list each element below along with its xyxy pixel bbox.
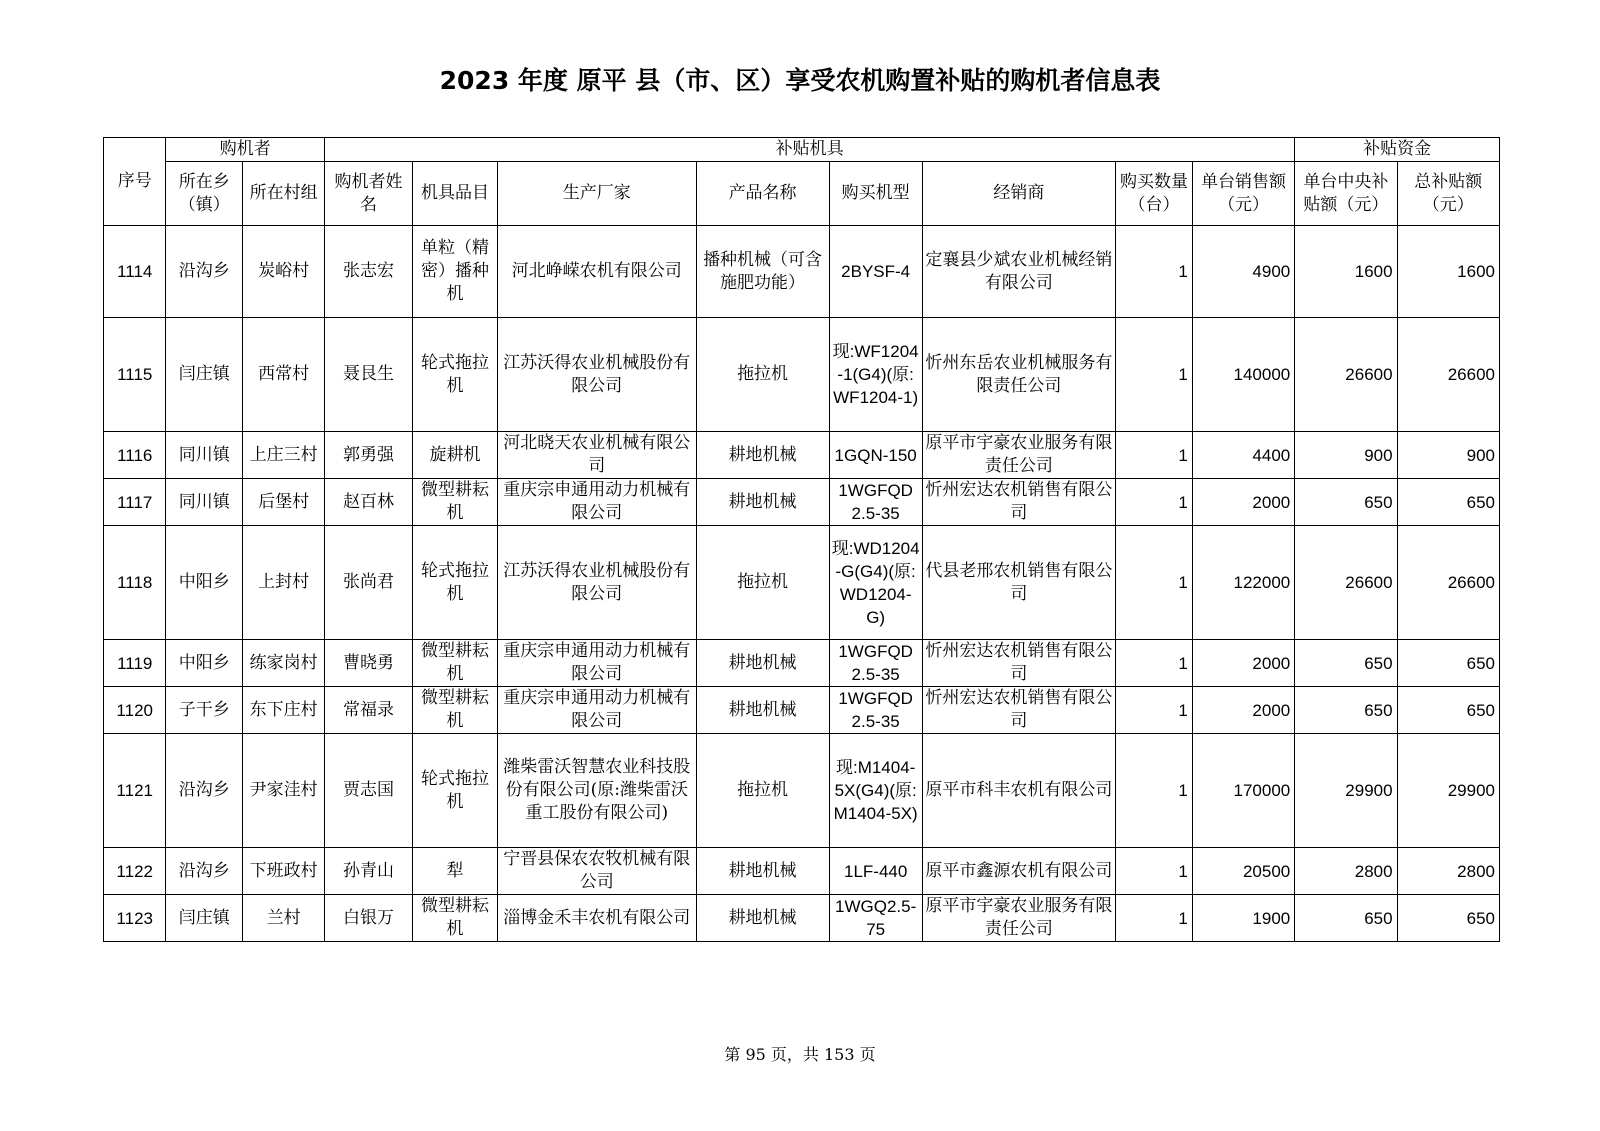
cell-central-subsidy: 26600 [1295,526,1397,640]
cell-model: 现:M1404-5X(G4)(原:M1404-5X) [829,734,922,848]
cell-quantity: 1 [1116,848,1193,895]
cell-category: 单粒（精密）播种机 [413,226,498,318]
cell-maker: 重庆宗申通用动力机械有限公司 [498,640,697,687]
cell-central-subsidy: 650 [1295,479,1397,526]
cell-category: 轮式拖拉机 [413,526,498,640]
cell-dealer: 定襄县少斌农业机械经销有限公司 [922,226,1115,318]
cell-maker: 江苏沃得农业机械股份有限公司 [498,526,697,640]
cell-category: 轮式拖拉机 [413,734,498,848]
cell-total-subsidy: 26600 [1397,526,1499,640]
cell-unit-price: 4900 [1192,226,1294,318]
cell-town: 闫庄镇 [166,895,243,942]
cell-village: 兰村 [243,895,325,942]
cell-product: 拖拉机 [696,318,829,432]
cell-quantity: 1 [1116,687,1193,734]
cell-total-subsidy: 26600 [1397,318,1499,432]
cell-seq: 1115 [104,318,166,432]
cell-central-subsidy: 650 [1295,640,1397,687]
cell-unit-price: 2000 [1192,640,1294,687]
cell-seq: 1119 [104,640,166,687]
cell-village: 下班政村 [243,848,325,895]
cell-village: 西常村 [243,318,325,432]
cell-town: 子干乡 [166,687,243,734]
cell-buyer-name: 白银万 [325,895,413,942]
table-row [104,226,1500,318]
cell-buyer-name: 郭勇强 [325,432,413,479]
cell-model: 1GQN-150 [829,432,922,479]
cell-dealer: 原平市宇豪农业服务有限责任公司 [922,895,1115,942]
cell-unit-price: 2000 [1192,479,1294,526]
cell-seq: 1122 [104,848,166,895]
cell-total-subsidy: 650 [1397,479,1499,526]
cell-buyer-name: 张志宏 [325,226,413,318]
cell-product: 播种机械（可含施肥功能） [696,226,829,318]
cell-seq: 1114 [104,226,166,318]
cell-town: 沿沟乡 [166,226,243,318]
cell-unit-price: 20500 [1192,848,1294,895]
cell-unit-price: 140000 [1192,318,1294,432]
header-group-buyer: 购机者 [166,138,325,162]
header-quantity: 购买数量（台） [1116,162,1193,226]
header-group-fund: 补贴资金 [1295,138,1500,162]
header-maker: 生产厂家 [498,162,697,226]
cell-town: 沿沟乡 [166,848,243,895]
table-row [104,734,1500,848]
cell-model: 1WGFQD2.5-35 [829,640,922,687]
cell-buyer-name: 曹晓勇 [325,640,413,687]
cell-quantity: 1 [1116,432,1193,479]
header-dealer: 经销商 [922,162,1115,226]
cell-unit-price: 170000 [1192,734,1294,848]
table-row [104,895,1500,942]
cell-central-subsidy: 26600 [1295,318,1397,432]
cell-unit-price: 2000 [1192,687,1294,734]
table-row [104,640,1500,687]
cell-quantity: 1 [1116,479,1193,526]
cell-unit-price: 1900 [1192,895,1294,942]
cell-product: 耕地机械 [696,479,829,526]
cell-unit-price: 4400 [1192,432,1294,479]
cell-category: 微型耕耘机 [413,687,498,734]
cell-product: 拖拉机 [696,526,829,640]
header-total-subsidy: 总补贴额（元） [1397,162,1499,226]
cell-buyer-name: 张尚君 [325,526,413,640]
cell-quantity: 1 [1116,640,1193,687]
cell-dealer: 原平市鑫源农机有限公司 [922,848,1115,895]
cell-central-subsidy: 650 [1295,687,1397,734]
header-model: 购买机型 [829,162,922,226]
cell-product: 耕地机械 [696,687,829,734]
cell-category: 微型耕耘机 [413,895,498,942]
cell-quantity: 1 [1116,318,1193,432]
cell-dealer: 原平市科丰农机有限公司 [922,734,1115,848]
cell-village: 东下庄村 [243,687,325,734]
cell-model: 1LF-440 [829,848,922,895]
cell-model: 2BYSF-4 [829,226,922,318]
cell-maker: 江苏沃得农业机械股份有限公司 [498,318,697,432]
cell-village: 练家岗村 [243,640,325,687]
cell-maker: 重庆宗申通用动力机械有限公司 [498,479,697,526]
cell-dealer: 忻州宏达农机销售有限公司 [922,479,1115,526]
cell-maker: 潍柴雷沃智慧农业科技股份有限公司(原:潍柴雷沃重工股份有限公司) [498,734,697,848]
cell-buyer-name: 贾志国 [325,734,413,848]
cell-category: 微型耕耘机 [413,640,498,687]
cell-category: 旋耕机 [413,432,498,479]
cell-seq: 1117 [104,479,166,526]
header-central-subsidy: 单台中央补贴额（元） [1295,162,1397,226]
cell-village: 炭峪村 [243,226,325,318]
cell-model: 1WGQ2.5-75 [829,895,922,942]
cell-product: 耕地机械 [696,848,829,895]
cell-buyer-name: 孙青山 [325,848,413,895]
cell-product: 拖拉机 [696,734,829,848]
cell-category: 轮式拖拉机 [413,318,498,432]
cell-total-subsidy: 650 [1397,687,1499,734]
table-row [104,318,1500,432]
cell-maker: 河北峥嵘农机有限公司 [498,226,697,318]
header-product: 产品名称 [696,162,829,226]
cell-dealer: 原平市宇豪农业服务有限责任公司 [922,432,1115,479]
page-title: 2023 年度 原平 县（市、区）享受农机购置补贴的购机者信息表 [439,66,1161,95]
cell-town: 同川镇 [166,432,243,479]
cell-total-subsidy: 900 [1397,432,1499,479]
cell-seq: 1121 [104,734,166,848]
cell-buyer-name: 聂艮生 [325,318,413,432]
cell-quantity: 1 [1116,526,1193,640]
cell-town: 同川镇 [166,479,243,526]
table-row [104,687,1500,734]
cell-quantity: 1 [1116,226,1193,318]
cell-category: 微型耕耘机 [413,479,498,526]
cell-central-subsidy: 650 [1295,895,1397,942]
cell-category: 犁 [413,848,498,895]
cell-maker: 淄博金禾丰农机有限公司 [498,895,697,942]
cell-total-subsidy: 29900 [1397,734,1499,848]
table-row [104,479,1500,526]
cell-maker: 重庆宗申通用动力机械有限公司 [498,687,697,734]
cell-product: 耕地机械 [696,640,829,687]
header-category: 机具品目 [413,162,498,226]
cell-model: 1WGFQD2.5-35 [829,687,922,734]
cell-dealer: 忻州东岳农业机械服务有限责任公司 [922,318,1115,432]
cell-village: 后堡村 [243,479,325,526]
cell-central-subsidy: 29900 [1295,734,1397,848]
cell-town: 中阳乡 [166,526,243,640]
header-unit-price: 单台销售额（元） [1192,162,1294,226]
header-village: 所在村组 [243,162,325,226]
cell-seq: 1118 [104,526,166,640]
header-seq: 序号 [104,138,166,226]
cell-product: 耕地机械 [696,432,829,479]
cell-town: 沿沟乡 [166,734,243,848]
cell-buyer-name: 常福录 [325,687,413,734]
cell-dealer: 忻州宏达农机销售有限公司 [922,640,1115,687]
subsidy-table [103,137,1500,942]
cell-central-subsidy: 1600 [1295,226,1397,318]
header-town: 所在乡（镇） [166,162,243,226]
cell-dealer: 代县老邢农机销售有限公司 [922,526,1115,640]
cell-model: 现:WD1204-G(G4)(原:WD1204-G) [829,526,922,640]
cell-village: 上封村 [243,526,325,640]
cell-dealer: 忻州宏达农机销售有限公司 [922,687,1115,734]
cell-quantity: 1 [1116,734,1193,848]
cell-total-subsidy: 2800 [1397,848,1499,895]
cell-central-subsidy: 2800 [1295,848,1397,895]
cell-total-subsidy: 1600 [1397,226,1499,318]
cell-seq: 1120 [104,687,166,734]
cell-maker: 河北晓天农业机械有限公司 [498,432,697,479]
cell-buyer-name: 赵百林 [325,479,413,526]
table-row [104,526,1500,640]
cell-total-subsidy: 650 [1397,640,1499,687]
cell-seq: 1116 [104,432,166,479]
cell-unit-price: 122000 [1192,526,1294,640]
cell-total-subsidy: 650 [1397,895,1499,942]
header-buyer-name: 购机者姓名 [325,162,413,226]
header-group-machine: 补贴机具 [325,138,1295,162]
page-footer: 第 95 页，共 153 页 [724,1045,876,1064]
cell-village: 上庄三村 [243,432,325,479]
cell-quantity: 1 [1116,895,1193,942]
table-row [104,848,1500,895]
cell-village: 尹家洼村 [243,734,325,848]
cell-seq: 1123 [104,895,166,942]
cell-model: 1WGFQD2.5-35 [829,479,922,526]
cell-maker: 宁晋县保农农牧机械有限公司 [498,848,697,895]
cell-central-subsidy: 900 [1295,432,1397,479]
cell-town: 中阳乡 [166,640,243,687]
cell-model: 现:WF1204-1(G4)(原:WF1204-1) [829,318,922,432]
table-row [104,432,1500,479]
cell-product: 耕地机械 [696,895,829,942]
cell-town: 闫庄镇 [166,318,243,432]
